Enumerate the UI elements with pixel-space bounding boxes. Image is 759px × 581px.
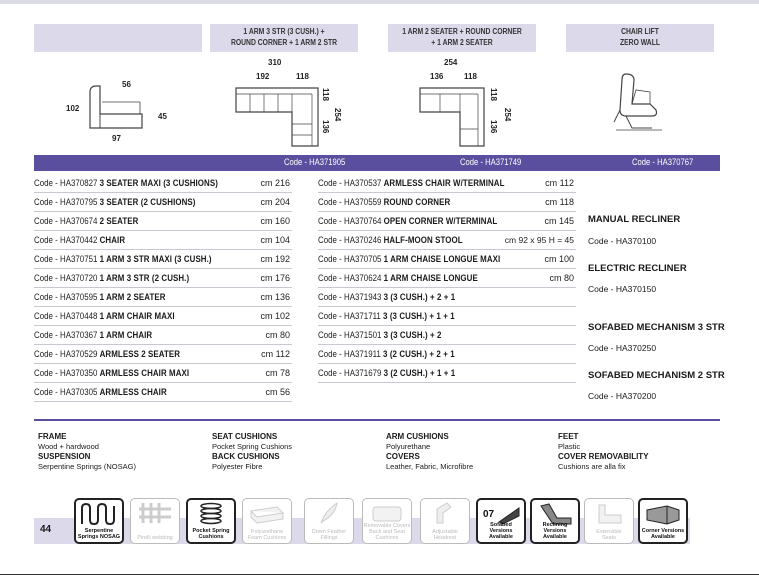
section-divider (34, 419, 720, 421)
table-row: Code - HA371501 3 (3 CUSH.) + 2 (318, 326, 576, 345)
dim-3-total: 254 (444, 58, 458, 67)
header-box-1 (34, 24, 202, 52)
table-row: Code - HA370367 1 ARM CHAIR cm 80 (34, 326, 292, 345)
table-row: Code - HA370764 OPEN CORNER W/TERMINAL cm 145 (318, 212, 576, 231)
table-row: Code - HA370674 2 SEATER cm 160 (34, 212, 292, 231)
table-row: Code - HA370305 ARMLESS CHAIR cm 56 (34, 383, 292, 402)
chair-lift-diagram (612, 70, 668, 134)
corner-sofa-icon (643, 502, 683, 526)
page-number: 44 (40, 524, 52, 535)
foam-icon (247, 501, 287, 525)
recliner-title: SOFABED MECHANISM 3 STR (588, 322, 725, 333)
recliner-title: SOFABED MECHANISM 2 STR (588, 370, 725, 381)
dim-3-vtotal: 254 (503, 108, 512, 122)
config-3-title: 1 ARM 2 SEATER + ROUND CORNER + 1 ARM 2 SEATER (402, 27, 522, 47)
spec-feet: FEET Plastic COVER REMOVABILITY Cushions are alla fix (558, 432, 649, 471)
table-row: Code - HA370448 1 ARM CHAIR MAXI cm 102 (34, 307, 292, 326)
table-row: Code - HA370529 ARMLESS 2 SEATER cm 112 (34, 345, 292, 364)
dim-3-v2: 136 (489, 120, 498, 134)
dim-3-right: 118 (464, 72, 477, 81)
dim-1-height: 102 (66, 104, 80, 113)
dim-2-v2: 136 (321, 120, 330, 134)
feature-pocket-spring: Pocket Spring Cushions (186, 498, 236, 544)
dim-2-vtotal: 254 (333, 108, 342, 122)
spec-cushions: SEAT CUSHIONS Pocket Spring Cushions BACK CUSHIONS Polyester Fibre (212, 432, 293, 471)
svg-text:07: 07 (483, 509, 495, 520)
recliner-code: Code - HA370200 (588, 391, 657, 401)
extensible-seat-icon (589, 501, 629, 525)
table-row: Code - HA370827 3 SEATER MAXI (3 CUSHIONS) cm 216 (34, 174, 292, 193)
feature-removable-covers: Removable Covers Back and Seat Cushions (362, 498, 412, 544)
bottom-border (0, 574, 759, 575)
corner-sofa-diagram-2 (418, 84, 486, 148)
dim-3-v1: 118 (489, 88, 498, 101)
recliner-code: Code - HA370250 (588, 343, 657, 353)
config-4-title: CHAIR LIFT ZERO WALL (619, 27, 661, 47)
config-2-title: 1 ARM 3 STR (3 CUSH.) + ROUND CORNER + 1 ARM 2 STR (230, 27, 338, 47)
dim-1-top: 56 (122, 80, 131, 89)
feature-corner-versions: Corner Versions Available (638, 498, 688, 544)
table-row: Code - HA370442 CHAIR cm 104 (34, 231, 292, 250)
headrest-icon (425, 501, 465, 525)
chair-side-diagram (86, 84, 148, 132)
feather-icon (309, 501, 349, 525)
feature-adjustable-headrest: Adjustable Headrest (420, 498, 470, 544)
recliner-code: Code - HA370100 (588, 236, 657, 246)
spec-frame: FRAME Wood + hardwood SUSPENSION Serpentine Springs (NOSAG) (38, 432, 136, 471)
table-row: Code - HA370624 1 ARM CHAISE LONGUE cm 80 (318, 269, 576, 288)
dim-2-v1: 118 (321, 88, 330, 101)
table-row: Code - HA370720 1 ARM 3 STR (2 CUSH.) cm 176 (34, 269, 292, 288)
spec-covers: ARM CUSHIONS Polyurethane COVERS Leather, Fabric, Microfibre (386, 432, 474, 471)
table-row: Code - HA370705 1 ARM CHAISE LONGUE MAXI cm 100 (318, 250, 576, 269)
code-config-4: Code - HA370767 (632, 157, 694, 167)
cushion-icon (367, 501, 407, 525)
dim-1-depth: 97 (112, 134, 121, 143)
spring-icon (79, 502, 119, 526)
dim-2-right: 118 (296, 72, 309, 81)
dim-3-left: 136 (430, 72, 444, 81)
webbing-icon (135, 501, 175, 525)
feature-reclining-versions: Reclining Versions Available (530, 498, 580, 544)
table-row: Code - HA370537 ARMLESS CHAIR W/TERMINAL cm 112 (318, 174, 576, 193)
recliner-code: Code - HA370150 (588, 284, 657, 294)
dim-2-total: 310 (268, 58, 282, 67)
feature-down-feather: Down Feather Fillings (304, 498, 354, 544)
table-row: Code - HA371679 3 (2 CUSH.) + 1 + 1 (318, 364, 576, 383)
table-row: Code - HA370795 3 SEATER (2 CUSHIONS) cm 204 (34, 193, 292, 212)
coil-spring-icon (191, 502, 231, 526)
table-row: Code - HA370751 1 ARM 3 STR MAXI (3 CUSH.) cm 192 (34, 250, 292, 269)
table-row: Code - HA370559 ROUND CORNER cm 118 (318, 193, 576, 212)
feature-extensible-seats: Extensible Seats (584, 498, 634, 544)
code-config-3: Code - HA371749 (460, 157, 522, 167)
feature-polyurethane-foam: Polyurethane Foam Cushions (242, 498, 292, 544)
feature-sofabed-versions: 07 Sofabed Versions Available (476, 498, 526, 544)
top-border (0, 0, 759, 4)
recliner-title: ELECTRIC RECLINER (588, 263, 687, 274)
feature-pirelli-webbing: Pirelli webbing (130, 498, 180, 544)
table-row: Code - HA371911 3 (2 CUSH.) + 2 + 1 (318, 345, 576, 364)
code-config-2: Code - HA371905 (284, 157, 346, 167)
feature-serpentine-springs: Serpentine Springs NOSAG (74, 498, 124, 544)
table-row: Code - HA371943 3 (3 CUSH.) + 2 + 1 (318, 288, 576, 307)
table-row: Code - HA370350 ARMLESS CHAIR MAXI cm 78 (34, 364, 292, 383)
recliner-title: MANUAL RECLINER (588, 214, 681, 225)
dim-2-left: 192 (256, 72, 270, 81)
corner-sofa-diagram-1 (234, 84, 320, 148)
table-row: Code - HA370246 HALF-MOON STOOL cm 92 x 95 H = 45 (318, 231, 576, 250)
code-bar (34, 155, 720, 171)
dim-1-seat: 45 (158, 112, 167, 121)
table-row: Code - HA371711 3 (3 CUSH.) + 1 + 1 (318, 307, 576, 326)
table-row: Code - HA370595 1 ARM 2 SEATER cm 136 (34, 288, 292, 307)
